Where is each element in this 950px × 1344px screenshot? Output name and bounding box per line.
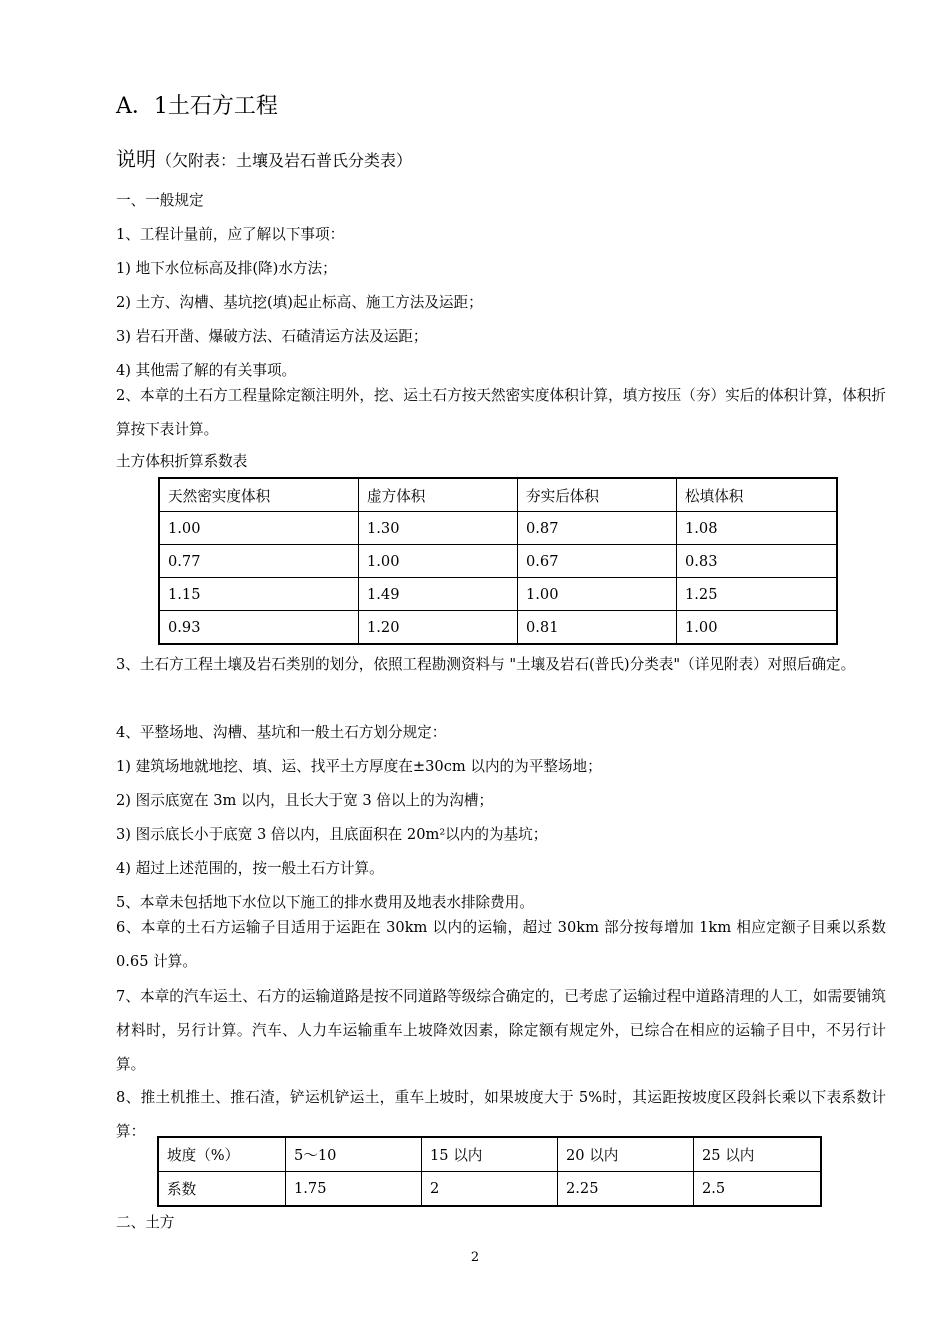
table-cell: 1.15 (159, 578, 359, 611)
paragraph-7: 7、本章的汽车运土、石方的运输道路是按不同道路等级综合确定的，已考虑了运输过程中道路清理的人工，如需要铺筑材料时，另行计算。汽车、人力车运输重车上坡降效因素，除定额有规定外，已综合在相应的运输子目中，不另行计算。 (116, 988, 886, 1073)
paragraph-2: 2、本章的土石方工程量除定额注明外，挖、运土石方按天然密实度体积计算，填方按压（夯）实后的体积计算，体积折算按下表计算。 (116, 387, 886, 438)
table-cell: 0.81 (518, 611, 677, 645)
line-item-4: 4、平整场地、沟槽、基坑和一般土石方划分规定： (116, 724, 447, 741)
table-header-cell: 5～10 (286, 1137, 422, 1172)
paragraph-6: 6、本章的土石方运输子目适用于运距在 30km 以内的运输，超过 30km 部分按每增加 1km 相应定额子目乘以系数 0.65 计算。 (116, 919, 886, 970)
table-cell: 1.08 (677, 512, 838, 545)
section-heading-main: 说明 (116, 147, 156, 171)
section-2-heading: 二、土方 (116, 1214, 175, 1231)
table-cell: 1.20 (359, 611, 518, 645)
chapter-title: A．1土石方工程 (116, 94, 278, 119)
table-cell: 1.00 (518, 578, 677, 611)
line-item-4-2: 2) 图示底宽在 3m 以内，且长大于宽 3 倍以上的为沟槽； (116, 792, 494, 809)
table-cell: 1.25 (677, 578, 838, 611)
line-item-1-4: 4) 其他需了解的有关事项。 (116, 362, 297, 379)
table1-caption: 土方体积折算系数表 (116, 453, 248, 470)
table-cell: 1.00 (159, 512, 359, 545)
line-general-rules: 一、一般规定 (116, 192, 204, 209)
table-cell: 系数 (158, 1172, 286, 1207)
line-item-1-1: 1) 地下水位标高及排(降)水方法； (116, 260, 337, 277)
volume-conversion-table (158, 477, 838, 645)
line-item-5: 5、本章未包括地下水位以下施工的排水费用及地表水排除费用。 (116, 894, 534, 911)
table-cell: 2.5 (694, 1172, 822, 1207)
table-cell: 1.75 (286, 1172, 422, 1207)
line-item-1-3: 3) 岩石开凿、爆破方法、石碴清运方法及运距； (116, 328, 428, 345)
table-cell: 1.30 (359, 512, 518, 545)
table-header-row (158, 1137, 821, 1172)
table-header-cell: 虚方体积 (359, 478, 518, 512)
table-header-row (159, 478, 837, 512)
table-header-cell: 25 以内 (694, 1137, 822, 1172)
line-item-4-1: 1) 建筑场地就地挖、填、运、找平土方厚度在±30cm 以内的为平整场地； (116, 758, 602, 775)
line-item-4-4: 4) 超过上述范围的，按一般土石方计算。 (116, 860, 384, 877)
paragraph-3: 3、土石方工程土壤及岩石类别的划分，依照工程勘测资料与 "土壤及岩石(普氏)分类表"（详见附表）对照后确定。 (116, 656, 856, 673)
table-cell: 2.25 (558, 1172, 694, 1207)
table-cell: 1.00 (359, 545, 518, 578)
table-row (159, 512, 837, 545)
section-heading-note: （欠附表：土壤及岩石普氏分类表） (156, 151, 413, 170)
table-cell: 0.77 (159, 545, 359, 578)
table-header-cell: 20 以内 (558, 1137, 694, 1172)
section-heading (116, 144, 412, 176)
table-row (159, 545, 837, 578)
table-cell: 0.67 (518, 545, 677, 578)
slope-coefficient-table (157, 1136, 822, 1207)
table-row (159, 578, 837, 611)
table-cell: 0.93 (159, 611, 359, 645)
paragraph-8: 8、推土机推土、推石渣，铲运机铲运土，重车上坡时，如果坡度大于 5%时，其运距按坡度区段斜长乘以下表系数计算： (116, 1089, 886, 1140)
table-cell: 0.83 (677, 545, 838, 578)
table-header-cell: 松填体积 (677, 478, 838, 512)
table-header-cell: 夯实后体积 (518, 478, 677, 512)
line-item-1: 1、工程计量前，应了解以下事项： (116, 226, 345, 243)
table-cell: 0.87 (518, 512, 677, 545)
line-item-1-2: 2) 土方、沟槽、基坑挖(填)起止标高、施工方法及运距； (116, 294, 483, 311)
page-number: 2 (470, 1250, 480, 1265)
table-header-cell: 坡度（%） (158, 1137, 286, 1172)
line-item-4-3: 3) 图示底长小于底宽 3 倍以内，且底面积在 20m²以内的为基坑； (116, 826, 548, 843)
table-header-cell: 天然密实度体积 (159, 478, 359, 512)
table-header-cell: 15 以内 (422, 1137, 558, 1172)
table-cell: 2 (422, 1172, 558, 1207)
table-cell: 1.49 (359, 578, 518, 611)
table-row (159, 611, 837, 645)
table-cell: 1.00 (677, 611, 838, 645)
table-row (158, 1172, 821, 1207)
